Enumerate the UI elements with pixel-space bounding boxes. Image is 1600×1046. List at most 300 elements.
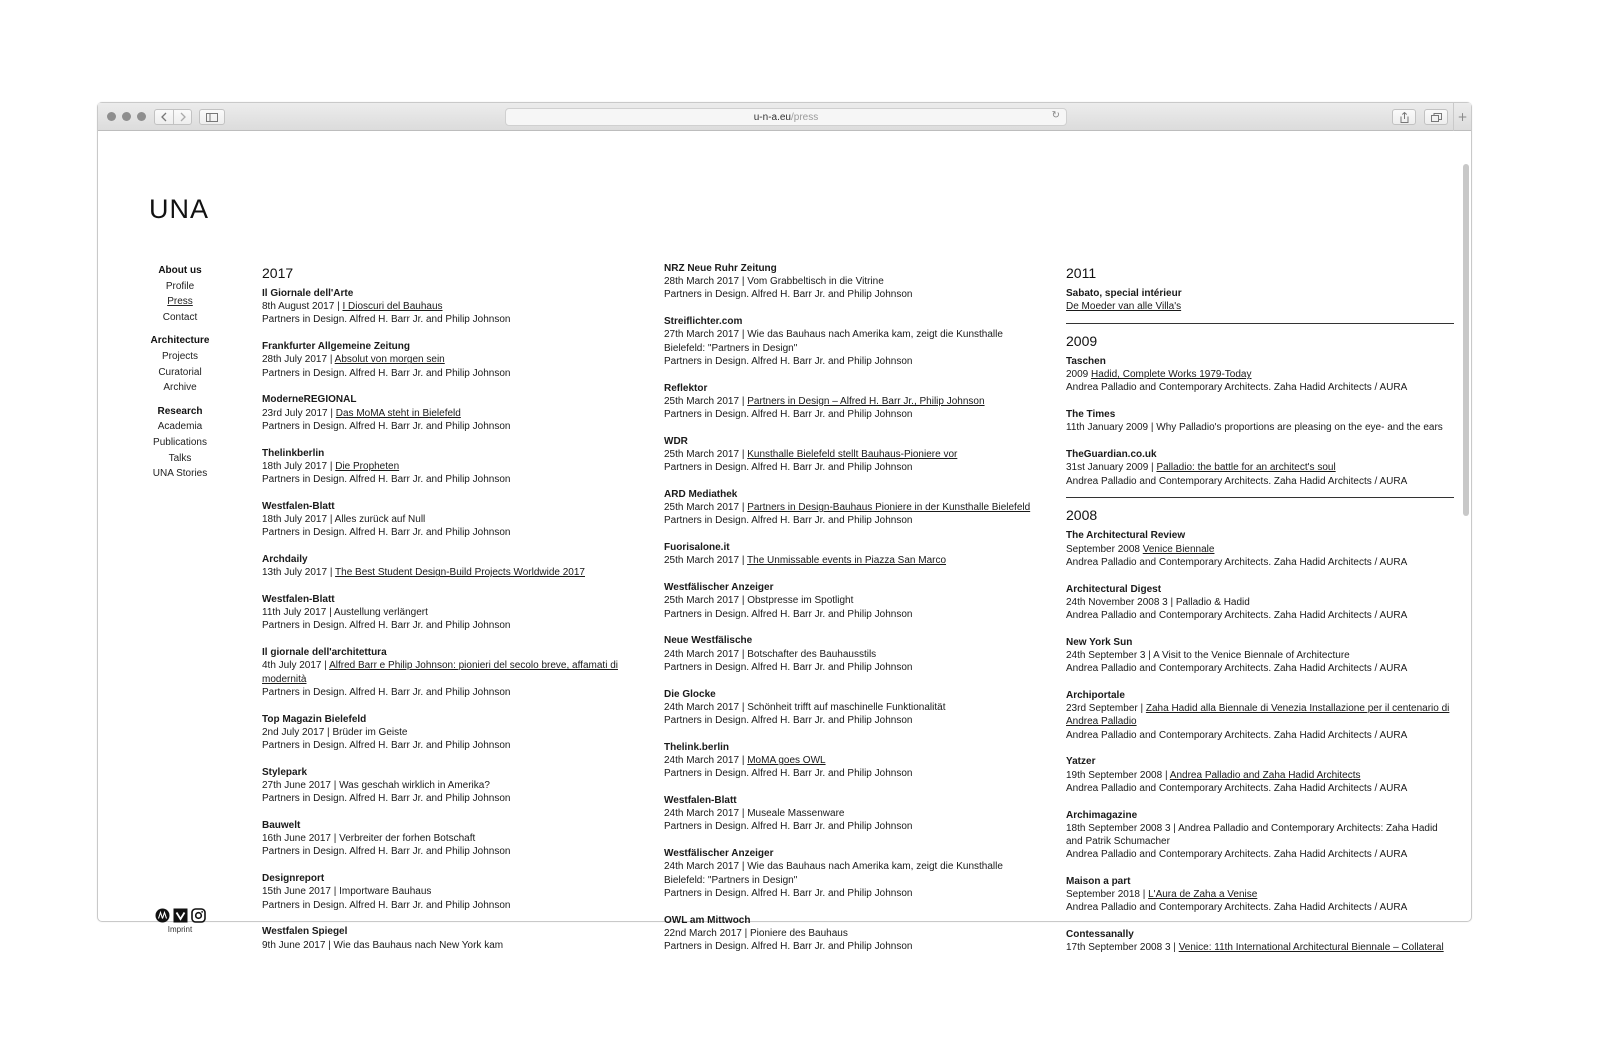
press-date: 16th June 2017 (262, 833, 331, 845)
publication-name: New York Sun (1066, 636, 1133, 648)
close-window-button[interactable] (107, 112, 116, 121)
nav-item-talks[interactable]: Talks (168, 452, 192, 464)
press-article-line (262, 939, 618, 952)
press-article-title: Brüder im Geiste (332, 726, 408, 738)
related-project: Andrea Palladio and Contemporary Architects. Zaha Hadid Architects / AURA (1066, 902, 1408, 914)
press-article-line (262, 353, 618, 366)
press-entry (664, 488, 1044, 528)
nav-item-profile[interactable]: Profile (165, 280, 195, 292)
press-article-line (664, 594, 1044, 607)
press-article-link[interactable]: Venice Biennale (1142, 543, 1215, 555)
publication-name: Taschen (1066, 356, 1106, 367)
date-separator: | (330, 780, 340, 792)
publication-name: ModerneREGIONAL (262, 394, 357, 406)
press-column-3 (1066, 262, 1455, 968)
date-separator: | (739, 395, 748, 407)
press-article-line (1066, 941, 1455, 954)
press-date: 18th September 2008 3 (1066, 822, 1171, 834)
date-separator: | (1148, 422, 1157, 434)
press-entry (262, 819, 618, 859)
press-date: 24th March 2017 (664, 648, 740, 660)
press-article-title: Obstpresse im Spotlight (747, 595, 854, 607)
press-entry (1066, 529, 1455, 569)
press-article-title: Andrea Palladio and Contemporary Architects: Zaha Hadid and Patrik Schumacher (1066, 822, 1438, 848)
press-entry (664, 634, 1044, 674)
press-entry (1066, 448, 1455, 488)
publication-name: Westfalen-Blatt (262, 594, 335, 606)
press-article-line (262, 885, 618, 898)
press-entry (262, 646, 618, 699)
press-date: 15th June 2017 (262, 886, 331, 898)
press-article-line (664, 807, 1044, 820)
section-divider (1066, 323, 1454, 324)
press-article-link[interactable]: Absolut von morgen sein (334, 354, 445, 366)
press-article-link[interactable]: Partners in Design – Alfred H. Barr Jr., Philip Johnson (747, 395, 985, 407)
nav-group (140, 333, 220, 395)
publication-name: Fuorisalone.it (664, 542, 730, 554)
publication-name: The Architectural Review (1066, 530, 1186, 542)
related-project: Partners in Design. Alfred H. Barr Jr. and Philip Johnson (262, 527, 511, 539)
date-separator: | (327, 514, 335, 526)
minimize-window-button[interactable] (122, 112, 131, 121)
nav-group (140, 263, 220, 325)
press-entry (664, 581, 1044, 621)
date-separator: | (1162, 769, 1170, 781)
date-separator: | (739, 861, 748, 873)
press-article-link[interactable]: Palladio: the battle for an architect's soul (1156, 462, 1336, 474)
related-project: Partners in Design. Alfred H. Barr Jr. and Philip Johnson (664, 409, 913, 421)
date-separator: | (739, 648, 748, 660)
date-separator: | (739, 276, 748, 288)
press-entry (664, 541, 1044, 567)
press-article-line (1066, 421, 1455, 434)
nav-item-archive[interactable]: Archive (163, 382, 197, 394)
press-date: 24th November 2008 3 (1066, 596, 1168, 608)
press-date: 4th July 2017 (262, 660, 322, 672)
year-heading: 2017 (262, 265, 294, 281)
press-date: 2nd July 2017 (262, 726, 325, 738)
press-entry (1066, 355, 1455, 395)
sidebar-icon (206, 113, 218, 122)
press-article-title: Museale Massenware (747, 808, 845, 820)
social-links (152, 908, 208, 934)
press-date: 11th January 2009 (1066, 422, 1149, 434)
press-article-line (262, 566, 618, 579)
date-separator: | (321, 660, 330, 672)
year-heading: 2008 (1066, 507, 1098, 524)
related-project: Partners in Design. Alfred H. Barr Jr. and Philip Johnson (262, 846, 511, 858)
press-article-title: Schönheit trifft auf maschinelle Funktionalität (747, 701, 946, 713)
press-date: 28th July 2017 (262, 354, 328, 366)
press-entry (1066, 583, 1455, 623)
publication-name: TheGuardian.co.uk (1066, 449, 1157, 461)
press-article-line (664, 754, 1044, 767)
date-separator: | (739, 449, 748, 461)
press-date: September 2018 (1066, 889, 1140, 901)
press-date: 22nd March 2017 (664, 927, 742, 939)
related-project: Partners in Design. Alfred H. Barr Jr. and Philip Johnson (262, 686, 511, 698)
press-entry (1066, 636, 1455, 676)
press-article-title: Verbreiter der forhen Botschaft (339, 833, 476, 845)
related-project: Andrea Palladio and Contemporary Architects. Zaha Hadid Architects / AURA (1066, 849, 1408, 861)
press-article-line (1066, 300, 1455, 313)
press-article-link[interactable]: Das MoMA steht in Bielefeld (335, 407, 461, 419)
press-article-line (262, 300, 618, 313)
press-entry (664, 262, 1044, 302)
press-entry (262, 593, 618, 633)
press-article-link[interactable]: De Moeder van alle Villa's (1066, 301, 1182, 313)
address-bar[interactable] (505, 108, 1067, 126)
related-project: Partners in Design. Alfred H. Barr Jr. and Philip Johnson (262, 367, 511, 379)
press-date: 31st January 2009 (1066, 462, 1149, 474)
publication-name: Westfalen-Blatt (262, 500, 335, 512)
press-entry (1066, 287, 1455, 313)
related-project: Partners in Design. Alfred H. Barr Jr. and Philip Johnson (664, 821, 913, 833)
press-article-line (1066, 888, 1455, 901)
press-date: 27th March 2017 (664, 329, 740, 341)
related-project: Partners in Design. Alfred H. Barr Jr. and Philip Johnson (664, 462, 913, 474)
nav-item-curatorial[interactable]: Curatorial (158, 366, 202, 378)
press-article-line (1066, 702, 1455, 728)
nav-item-academia[interactable]: Academia (157, 421, 203, 433)
date-separator: | (739, 502, 748, 514)
related-project: Andrea Palladio and Contemporary Architects. Zaha Hadid Architects / AURA (1066, 610, 1408, 622)
nav-item-contact[interactable]: Contact (162, 311, 198, 323)
related-project: Partners in Design. Alfred H. Barr Jr. and Philip Johnson (262, 314, 511, 326)
press-entry (262, 553, 618, 579)
publication-name: Designreport (262, 873, 325, 885)
reload-icon[interactable]: ↻ (1051, 110, 1060, 121)
publication-name: Archdaily (262, 554, 308, 566)
browser-toolbar (98, 103, 1471, 131)
nav-item-una-stories[interactable]: UNA Stories (152, 468, 208, 480)
publication-name: OWL am Mittwoch (664, 914, 751, 926)
related-project: Partners in Design. Alfred H. Barr Jr. and Philip Johnson (664, 887, 913, 899)
publication-name: Yatzer (1066, 756, 1096, 768)
date-separator: | (739, 701, 748, 713)
press-article-line (262, 407, 618, 420)
date-separator: | (1148, 462, 1157, 474)
date-separator: | (330, 886, 340, 898)
press-date: 27th June 2017 (262, 780, 331, 792)
related-project: Andrea Palladio and Contemporary Architects. Zaha Hadid Architects / AURA (1066, 382, 1408, 394)
related-project: Partners in Design. Alfred H. Barr Jr. and Philip Johnson (262, 793, 511, 805)
publication-name: Die Glocke (664, 688, 716, 700)
related-project: Partners in Design. Alfred H. Barr Jr. and Philip Johnson (664, 661, 913, 673)
sidebar-toggle-button[interactable] (199, 109, 225, 125)
press-article-line (262, 513, 618, 526)
instagram-icon[interactable] (191, 908, 206, 923)
press-article-title: Why Palladio's proportions are pleasing on the eye- and the ears (1156, 422, 1443, 434)
publication-name: Il Giornale dell'Arte (262, 288, 354, 299)
date-separator: | (1170, 822, 1179, 834)
publication-name: Bauwelt (262, 820, 301, 832)
related-project: Partners in Design. Alfred H. Barr Jr. and Philip Johnson (262, 899, 511, 911)
publication-name: Westfalen Spiegel (262, 926, 348, 938)
press-article-line (664, 860, 1044, 886)
publication-name: Frankfurter Allgemeine Zeitung (262, 341, 410, 353)
press-entry (664, 688, 1044, 728)
press-date: 24th September 3 (1066, 650, 1146, 662)
press-entry (664, 794, 1044, 834)
press-article-line (664, 395, 1044, 408)
press-article-line (664, 648, 1044, 661)
press-entry (262, 500, 618, 540)
share-icon (1400, 112, 1409, 123)
related-project: Partners in Design. Alfred H. Barr Jr. and Philip Johnson (664, 355, 913, 367)
imprint-link[interactable]: Imprint (167, 925, 193, 934)
site-navigation (140, 263, 220, 490)
press-article-title: Vom Grabbeltisch in die Vitrine (747, 276, 884, 288)
press-article-line (664, 448, 1044, 461)
press-article-link[interactable]: Alfred Barr e Philip Johnson: pionieri del secolo breve, affamati di modernità (262, 660, 618, 685)
press-article-line (262, 779, 618, 792)
press-entry (664, 741, 1044, 781)
vimeo-icon[interactable] (173, 908, 188, 923)
nav-heading[interactable]: Research (157, 405, 203, 417)
publication-name: Top Magazin Bielefeld (262, 713, 367, 725)
press-article-link[interactable]: I Dioscuri del Bauhaus (342, 301, 443, 313)
date-separator: | (739, 555, 748, 567)
date-separator: | (327, 460, 336, 472)
date-separator: | (739, 755, 748, 767)
share-button[interactable] (1392, 109, 1416, 125)
press-entry (1066, 408, 1455, 434)
press-entry (1066, 689, 1455, 742)
nav-item-press[interactable]: Press (167, 296, 193, 308)
chevron-left-icon (160, 112, 168, 122)
forward-button[interactable] (174, 109, 191, 125)
publication-name: Contessanally (1066, 929, 1134, 941)
year-heading: 2009 (1066, 333, 1098, 349)
publication-name: Sabato, special intérieur (1066, 288, 1182, 299)
press-date: 17th September 2008 3 (1066, 942, 1171, 954)
press-date: 24th March 2017 (664, 861, 740, 873)
site-logo[interactable]: UNA (149, 194, 210, 224)
press-article-line (1066, 461, 1455, 474)
press-entry (262, 447, 618, 487)
related-project: Andrea Palladio and Contemporary Architects. Zaha Hadid Architects / AURA (1066, 556, 1408, 568)
press-article-title: Pioniere des Bauhaus (750, 927, 848, 939)
press-article-link[interactable]: The Best Student Design-Build Projects Worldwide 2017 (335, 567, 585, 579)
press-entry (262, 925, 618, 951)
press-article-line (262, 659, 618, 685)
date-separator: | (1170, 942, 1179, 954)
press-column-2 (664, 262, 1044, 967)
press-article-link[interactable]: Kunsthalle Bielefeld stellt Bauhaus-Pioniere vor (747, 449, 958, 461)
press-article-link[interactable]: The Unmissable events in Piazza San Marco (747, 555, 947, 567)
press-entry (664, 382, 1044, 422)
press-entry (262, 393, 618, 433)
press-article-link[interactable]: Venice: 11th International Architectural Biennale – Collateral (1178, 942, 1444, 954)
press-article-link[interactable]: Andrea Palladio and Zaha Hadid Architects (1169, 769, 1361, 781)
related-project: Andrea Palladio and Contemporary Architects. Zaha Hadid Architects / AURA (1066, 729, 1408, 741)
press-article-line (664, 328, 1044, 354)
url-path: /press (791, 111, 819, 123)
press-date: 19th September 2008 (1066, 769, 1163, 781)
date-separator: | (739, 595, 748, 607)
press-entry (262, 340, 618, 380)
scrollbar-thumb[interactable] (1463, 164, 1469, 516)
related-project: Partners in Design. Alfred H. Barr Jr. and Philip Johnson (262, 740, 511, 752)
press-date: 8th August 2017 (262, 301, 335, 313)
related-project: Partners in Design. Alfred H. Barr Jr. and Philip Johnson (664, 289, 913, 301)
press-date: 24th March 2017 (664, 755, 740, 767)
publication-name: Thelinkberlin (262, 447, 325, 459)
press-date: 25th March 2017 (664, 395, 740, 407)
press-article-link[interactable]: Zaha Hadid alla Biennale di Venezia Installazione per il centenario di Andrea Palladio (1066, 703, 1450, 728)
press-column-1 (262, 262, 618, 965)
press-article-title: Botschafter des Bauhausstils (747, 648, 877, 660)
press-article-link[interactable]: Partners in Design-Bauhaus Pioniere in der Kunsthalle Bielefeld (747, 502, 1031, 514)
plus-icon: + (1457, 110, 1468, 124)
press-article-line (1066, 368, 1455, 381)
press-article-line (1066, 649, 1455, 662)
press-article-line (1066, 822, 1455, 848)
press-date: 25th March 2017 (664, 449, 740, 461)
date-separator: | (325, 939, 334, 951)
press-article-link[interactable]: L'Aura de Zaha a Venise (1148, 889, 1258, 901)
related-project: Andrea Palladio and Contemporary Architects. Zaha Hadid Architects / AURA (1066, 782, 1408, 794)
press-article-line (664, 501, 1044, 514)
url-host: u-n-a.eu (753, 111, 791, 123)
press-article-line (1066, 543, 1455, 556)
press-article-link[interactable]: Die Propheten (335, 460, 400, 472)
related-project: Partners in Design. Alfred H. Barr Jr. and Philip Johnson (664, 715, 913, 727)
related-project: Andrea Palladio and Contemporary Architects. Zaha Hadid Architects / AURA (1066, 663, 1408, 675)
date-separator: | (1145, 650, 1154, 662)
press-entry (1066, 875, 1455, 915)
press-entry (262, 287, 618, 327)
publication-name: Streiflichter.com (664, 316, 743, 328)
related-project: Partners in Design. Alfred H. Barr Jr. and Philip Johnson (262, 620, 511, 632)
press-article-title: A Visit to the Venice Biennale of Architecture (1153, 650, 1350, 662)
publication-name: The Times (1066, 409, 1116, 421)
date-separator: | (1137, 703, 1146, 715)
publication-name: Architectural Digest (1066, 583, 1162, 595)
related-project: Partners in Design. Alfred H. Barr Jr. and Philip Johnson (262, 420, 511, 432)
date-separator: | (327, 567, 336, 579)
press-entry (1066, 928, 1455, 954)
press-article-title: Alles zurück auf Null (334, 514, 426, 526)
press-article-link[interactable]: Hadid, Complete Works 1979-Today (1091, 369, 1252, 381)
publication-name: ARD Mediathek (664, 489, 738, 501)
date-separator: | (1167, 596, 1176, 608)
date-separator: | (327, 354, 335, 366)
press-article-line (262, 606, 618, 619)
back-button[interactable] (155, 109, 172, 125)
nav-heading[interactable]: About us (158, 265, 202, 276)
publication-name: Reflektor (664, 382, 708, 394)
press-entry (262, 713, 618, 753)
related-project: Partners in Design. Alfred H. Barr Jr. and Philip Johnson (262, 474, 511, 486)
press-date: 23rd September (1066, 703, 1138, 715)
press-entry (664, 435, 1044, 475)
press-date: 25th March 2017 (664, 595, 740, 607)
related-project: Partners in Design. Alfred H. Barr Jr. and Philip Johnson (664, 515, 913, 527)
date-separator: | (741, 927, 750, 939)
press-article-title: Importware Bauhaus (339, 886, 432, 898)
publication-name: WDR (664, 435, 688, 447)
press-article-line (664, 927, 1044, 940)
related-project: Partners in Design. Alfred H. Barr Jr. and Philip Johnson (664, 941, 913, 953)
tabs-overview-button[interactable] (1424, 109, 1448, 125)
nav-item-publications[interactable]: Publications (153, 436, 207, 448)
press-article-line (664, 701, 1044, 714)
nav-group (140, 404, 220, 482)
press-article-line (664, 554, 1044, 567)
publication-name: Westfalen-Blatt (664, 795, 737, 807)
press-article-link[interactable]: MoMA goes OWL (747, 755, 826, 767)
new-tab-button[interactable] (1453, 103, 1471, 131)
page-viewport (98, 132, 1471, 954)
date-separator: | (330, 833, 340, 845)
publication-name: Archiportale (1066, 690, 1125, 702)
related-project: Partners in Design. Alfred H. Barr Jr. and Philip Johnson (664, 608, 913, 620)
date-separator: | (334, 301, 343, 313)
press-article-title: Palladio & Hadid (1175, 596, 1250, 608)
publication-name: Il giornale dell'architettura (262, 647, 387, 659)
press-entry (262, 872, 618, 912)
press-entry (262, 766, 618, 806)
press-date: 13th July 2017 (262, 567, 328, 579)
publication-name: Archimagazine (1066, 809, 1138, 821)
date-separator: | (327, 407, 336, 419)
press-date: 25th March 2017 (664, 555, 740, 567)
browser-window (97, 102, 1472, 954)
nav-item-projects[interactable]: Projects (161, 350, 199, 362)
press-date: September 2008 (1066, 543, 1140, 555)
publication-name: Westfälischer Anzeiger (664, 848, 774, 860)
press-date: 11th July 2017 (262, 607, 327, 619)
press-date: 18th July 2017 (262, 514, 328, 526)
date-separator: | (324, 726, 333, 738)
nav-heading[interactable]: Architecture (150, 335, 210, 347)
press-article-title: Wie das Bauhaus nach Amerika kam, zeigt die Kunsthalle Bielefeld: "Partners in Design" (664, 329, 1003, 354)
press-article-line (262, 460, 618, 473)
publication-name: Neue Westfälische (664, 635, 753, 647)
press-article-line (262, 726, 618, 739)
press-date: 24th March 2017 (664, 701, 740, 713)
year-heading: 2011 (1066, 265, 1097, 281)
press-date: 18th July 2017 (262, 460, 328, 472)
press-article-title: Was geschah wirklich in Amerika? (339, 780, 490, 792)
related-project: Andrea Palladio and Contemporary Architects. Zaha Hadid Architects / AURA (1066, 475, 1408, 487)
press-date: 9th June 2017 (262, 939, 326, 951)
tabs-icon (1431, 113, 1442, 122)
press-date: 23rd July 2017 (262, 407, 328, 419)
press-entry (1066, 809, 1455, 862)
press-entry (664, 847, 1044, 900)
publication-name: Stylepark (262, 766, 308, 778)
press-article-line (262, 832, 618, 845)
press-entry (664, 914, 1044, 954)
press-date: 2009 (1066, 369, 1089, 381)
publication-name: Thelink.berlin (664, 741, 730, 753)
press-date: 25th March 2017 (664, 502, 740, 514)
date-separator: | (326, 607, 334, 619)
section-divider (1066, 497, 1454, 498)
press-article-line (1066, 769, 1455, 782)
press-date: 24th March 2017 (664, 808, 740, 820)
archdaily-icon[interactable] (155, 908, 170, 923)
date-separator: | (739, 808, 748, 820)
publication-name: Westfälischer Anzeiger (664, 582, 774, 594)
publication-name: Maison a part (1066, 876, 1131, 888)
press-article-title: Austellung verlängert (333, 607, 428, 619)
press-entry (664, 315, 1044, 368)
zoom-window-button[interactable] (137, 112, 146, 121)
